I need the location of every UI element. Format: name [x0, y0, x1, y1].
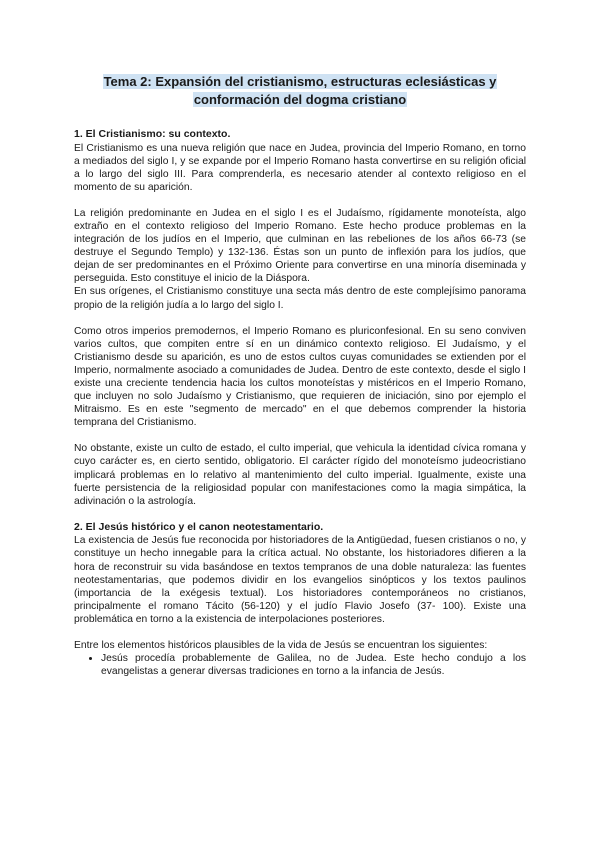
section-1-paragraph: El Cristianismo es una nueva religión que nace en Judea, provincia del Imperio Romano, en torno a mediados del siglo I, y se expande por el Imperio Romano hasta convertirse en su religión oficial a lo largo del siglo III. Para comprenderla, es necesario atender al contexto religioso en el momento de su aparición. [74, 142, 526, 193]
bullet-list [74, 652, 526, 678]
section-1-paragraph: La religión predominante en Judea en el siglo I es el Judaísmo, rígidamente monoteísta, algo extraño en el contexto religioso del Imperio Romano. Este hecho produce problemas en la integración de los judíos en el Imperio, que culminan en las rebeliones de los años 66-73 (se destruye el Segundo Templo) y 132-136. Éstas son un punto de inflexión para los judíos, que dejan de ser predominantes en el Próximo Oriente para convertirse en una minoría diseminada y perseguida. Esto constituye el inicio de la Diáspora. [74, 207, 526, 285]
section-2-heading: 2. El Jesús histórico y el canon neotestamentario. [74, 520, 324, 533]
document-title: Tema 2: Expansión del cristianismo, estructuras eclesiásticas y conformación del dogma cristiano [103, 74, 497, 107]
title-block [74, 73, 526, 108]
section-1-paragraph: Como otros imperios premodernos, el Imperio Romano es pluriconfesional. En su seno conviven varios cultos, que compiten entre sí en un dinámico contexto religioso. El Judaísmo, y el Cristianismo desde su aparición, es uno de estos cultos cuyas comunidades se extienden por el Imperio, normalmente asociado a comunidades de Judea. Dentro de este contexto, desde el siglo I existe una creciente tendencia hacia los cultos monoteístas y mistéricos en el Imperio Romano, que incluyen no solo Judaísmo y Cristianismo, que requieren de iniciación, sino por ejemplo el Mitraismo. Es en este "segmento de mercado" en el que debemos comprender la historia temprana del Cristianismo. [74, 325, 526, 429]
bullet-item: • Jesús procedía probablemente de Galilea, no de Judea. Este hecho condujo a los evangelistas a generar diversas tradiciones en torno a la infancia de Jesús. [101, 652, 526, 678]
section-1-heading: 1. El Cristianismo: su contexto. [74, 128, 231, 140]
section-2-paragraph: Entre los elementos históricos plausibles de la vida de Jesús se encuentran los siguientes: [74, 640, 488, 651]
section-2-paragraph: La existencia de Jesús fue reconocida por historiadores de la Antigüedad, fuesen cristianos o no, y constituye un hecho innegable para la crítica actual. No obstante, los historiadores difieren a la hora de reconstruir su vida basándose en textos tempranos de una doble naturaleza: las fuentes neotestamentarias, que podemos dividir en los evangelios sinópticos y los textos paulinos (importancia de la exégesis textual). Los historiadores contemporáneos no cristianos, principalmente el romano Tácito (56-120) y el judío Flavio Josefo (37- 100). Existe una problemática en torno a la existencia de interpolaciones posteriores. [74, 535, 526, 625]
section-1-paragraph: No obstante, existe un culto de estado, el culto imperial, que vehicula la identidad cívica romana y cuyo carácter es, en cierto sentido, obligatorio. El carácter rígido del monoteísmo judeocristiano implicará problemas en lo relativo al mantenimiento del culto imperial. Igualmente, existe una fuerte persistencia de la religiosidad popular con manifestaciones como la magia simpática, la adivinación o la astrología. [74, 443, 526, 507]
section-1-paragraph: En sus orígenes, el Cristianismo constituye una secta más dentro de este complejísimo panorama propio de la religión judía a lo largo del siglo I. [74, 286, 526, 311]
